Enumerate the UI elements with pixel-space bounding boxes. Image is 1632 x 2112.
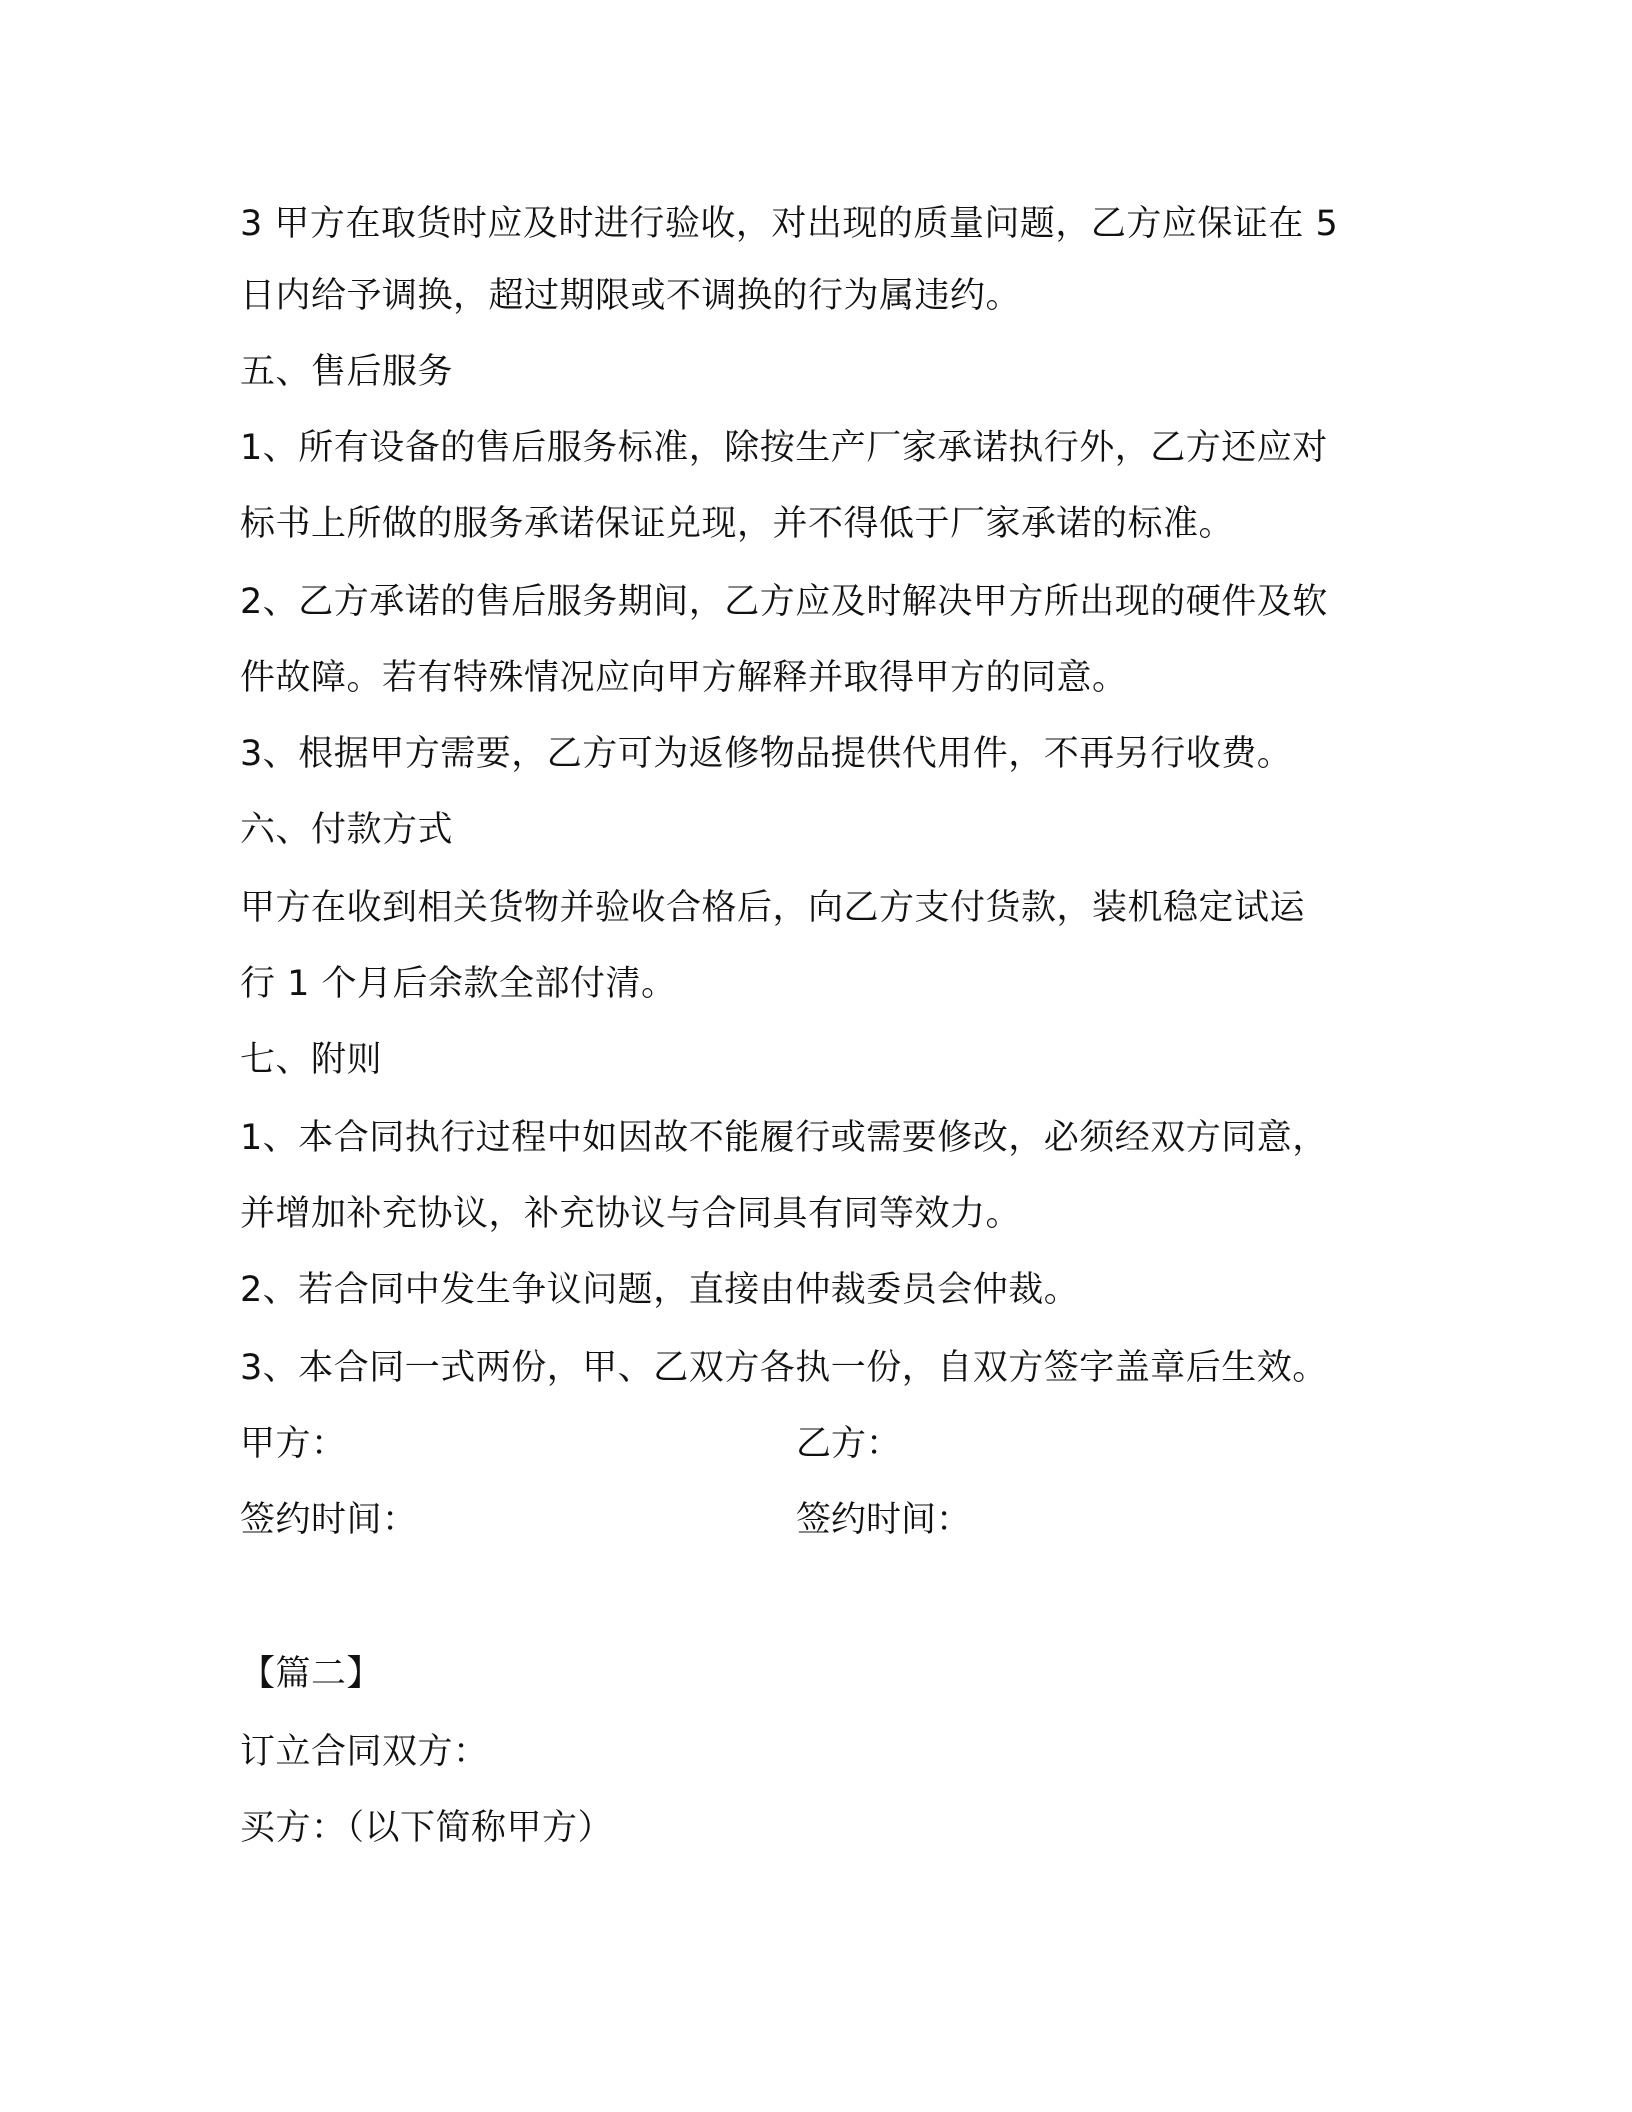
paragraph-line: 3 甲方在取货时应及时进行验收，对出现的质量问题，乙方应保证在 5 bbox=[240, 204, 1339, 244]
buyer-label: 买方：（以下简称甲方） bbox=[240, 1808, 614, 1848]
paragraph-line: 标书上所做的服务承诺保证兑现，并不得低于厂家承诺的标准。 bbox=[240, 504, 1235, 544]
paragraph-line: 甲方在收到相关货物并验收合格后，向乙方支付货款，装机稳定试运 bbox=[240, 888, 1306, 928]
sign-time-a-label: 签约时间： bbox=[240, 1500, 418, 1540]
paragraph-line: 日内给予调换，超过期限或不调换的行为属违约。 bbox=[240, 276, 1022, 316]
sign-time-b-label: 签约时间： bbox=[796, 1500, 972, 1540]
section-heading-6: 六、付款方式 bbox=[240, 810, 454, 850]
paragraph-line: 2、若合同中发生争议问题，直接由仲裁委员会仲裁。 bbox=[240, 1270, 1080, 1310]
paragraph-line: 3、根据甲方需要，乙方可为返修物品提供代用件，不再另行收费。 bbox=[240, 734, 1293, 774]
party-b-label: 乙方： bbox=[796, 1424, 902, 1464]
paragraph-line: 行 1 个月后余款全部付清。 bbox=[240, 964, 677, 1004]
contract-parties-label: 订立合同双方： bbox=[240, 1732, 489, 1772]
section-heading-5: 五、售后服务 bbox=[240, 352, 454, 392]
paragraph-line: 1、所有设备的售后服务标准，除按生产厂家承诺执行外，乙方还应对 bbox=[240, 428, 1328, 468]
paragraph-line: 3、本合同一式两份，甲、乙双方各执一份，自双方签字盖章后生效。 bbox=[240, 1348, 1328, 1388]
paragraph-line: 件故障。若有特殊情况应向甲方解释并取得甲方的同意。 bbox=[240, 658, 1128, 698]
party-a-label: 甲方： bbox=[240, 1424, 347, 1464]
section-heading-7: 七、附则 bbox=[240, 1040, 383, 1080]
paragraph-line: 2、乙方承诺的售后服务期间，乙方应及时解决甲方所出现的硬件及软 bbox=[240, 582, 1328, 622]
paragraph-line: 1、本合同执行过程中如因故不能履行或需要修改，必须经双方同意， bbox=[240, 1118, 1328, 1158]
part-two-title: 【篇二】 bbox=[240, 1654, 383, 1694]
paragraph-line: 并增加补充协议，补充协议与合同具有同等效力。 bbox=[240, 1194, 1022, 1234]
